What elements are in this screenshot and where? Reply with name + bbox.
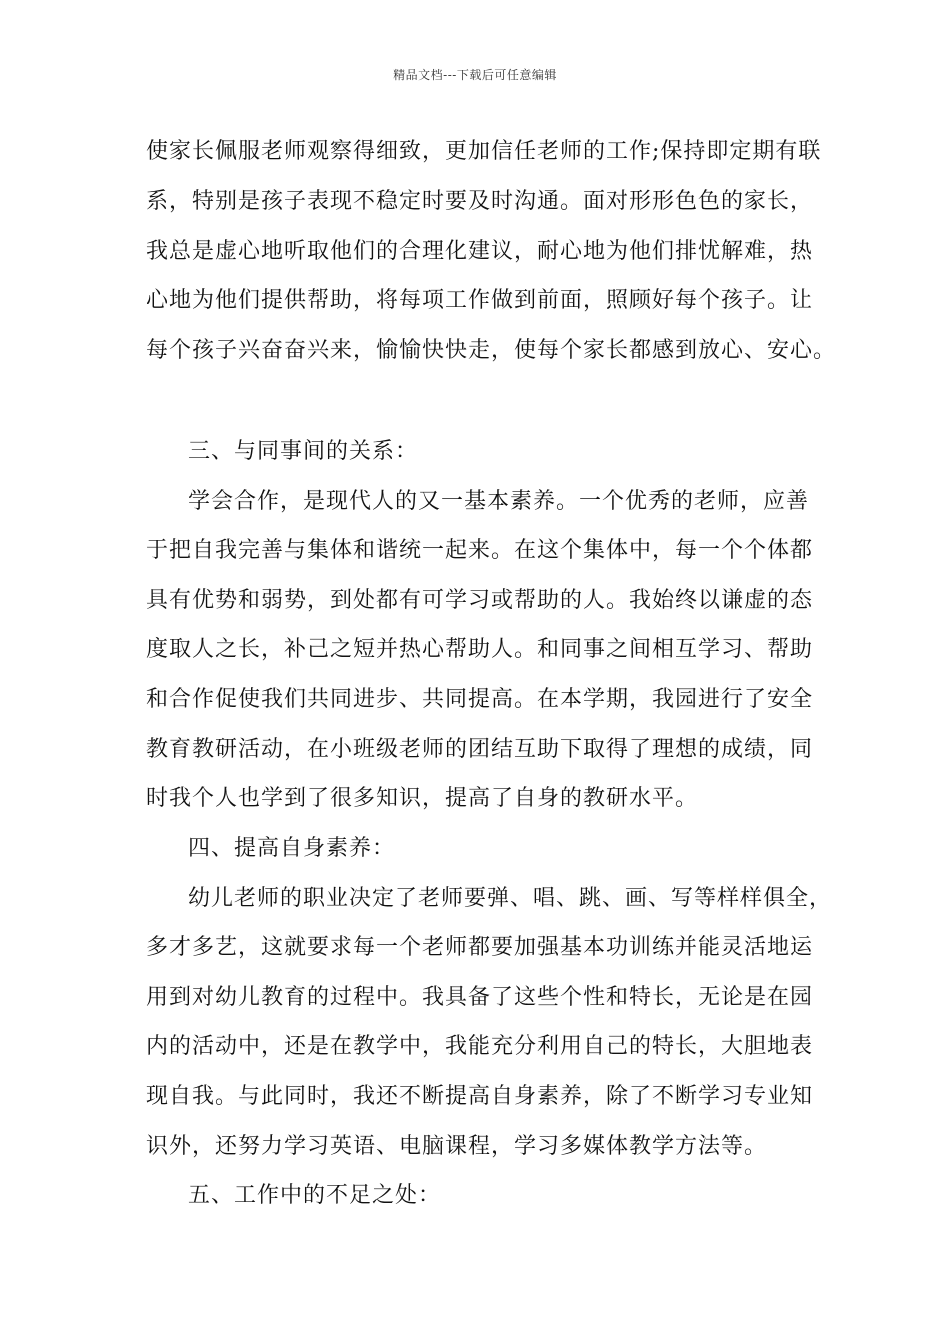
text-line: 具有优势和弱势，到处都有可学习或帮助的人。我始终以谦虚的态: [146, 588, 814, 613]
text-line: 识外，还努力学习英语、电脑课程，学习多媒体教学方法等。: [146, 1134, 768, 1159]
text-line: 现自我。与此同时，我还不断提高自身素养，除了不断学习专业知: [146, 1084, 814, 1109]
page-header: 精品文档---下载后可任意编辑: [393, 68, 557, 82]
text-line: 内的活动中，还是在教学中，我能充分利用自己的特长，大胆地表: [146, 1034, 814, 1059]
text-line: 系，特别是孩子表现不稳定时要及时沟通。面对形形色色的家长，: [146, 189, 814, 214]
text-line: 度取人之长，补己之短并热心帮助人。和同事之间相互学习、帮助: [146, 637, 814, 662]
text-line: 每个孩子兴奋奋兴来，愉愉快快走，使每个家长都感到放心、安心。: [146, 338, 837, 363]
section-heading: 三、与同事间的关系：: [188, 439, 419, 464]
text-line: 学会合作，是现代人的又一基本素养。一个优秀的老师，应善: [188, 489, 810, 514]
text-line: 和合作促使我们共同进步、共同提高。在本学期，我园进行了安全: [146, 687, 814, 712]
section-heading: 四、提高自身素养：: [188, 836, 396, 861]
text-line: 多才多艺，这就要求每一个老师都要加强基本功训练并能灵活地运: [146, 935, 814, 960]
section-heading: 五、工作中的不足之处：: [188, 1183, 442, 1208]
text-line: 我总是虚心地听取他们的合理化建议，耐心地为他们排忧解难，热: [146, 239, 814, 264]
text-line: 教育教研活动，在小班级老师的团结互助下取得了理想的成绩，同: [146, 737, 814, 762]
text-line: 于把自我完善与集体和谐统一起来。在这个集体中，每一个个体都: [146, 538, 814, 563]
text-line: 心地为他们提供帮助，将每项工作做到前面，照顾好每个孩子。让: [146, 288, 814, 313]
text-line: 时我个人也学到了很多知识，提高了自身的教研水平。: [146, 786, 699, 811]
text-line: 使家长佩服老师观察得细致，更加信任老师的工作;保持即定期有联: [146, 139, 822, 164]
text-line: 用到对幼儿教育的过程中。我具备了这些个性和特长，无论是在园: [146, 985, 814, 1010]
text-line: 幼儿老师的职业决定了老师要弹、唱、跳、画、写等样样俱全，: [188, 886, 833, 911]
